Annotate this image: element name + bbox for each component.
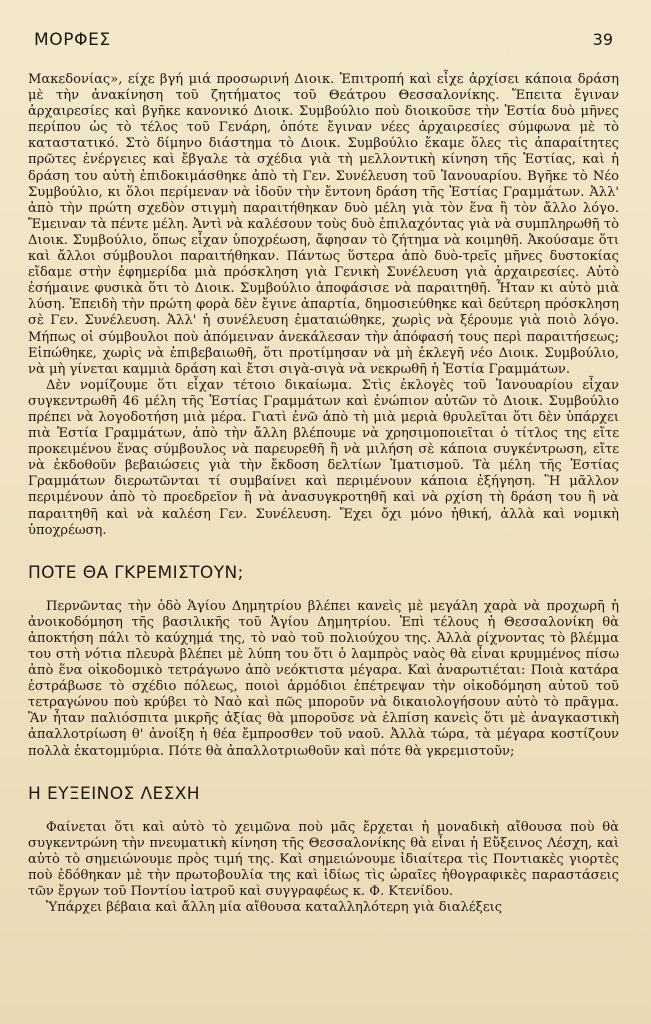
journal-title: ΜΟΡΦΕΣ	[34, 30, 111, 50]
leschi-paragraph-2: Ὑπάρχει βέβαια καὶ ἄλλη μία αἴθουσα καταλληλότερη γιὰ διαλέξεις	[46, 900, 503, 916]
intro-paragraph-2: Δὲν νομίζουμε ὅτι εἶχαν τέτοιο δικαίωμα. Στὶς ἐκλογὲς τοῦ Ἰανουαρίου εἶχαν συγκεντρωθῆ 46 μέλη τῆς Ἑστίας Γραμμάτων καὶ ἐνώπιον αὐτῶν τὸ Διοικ. Συμβούλιο πρέπει νὰ λογοδοτήση μιὰ μέρα. Γιατὶ ἐνῶ ἀπὸ τὴ μιὰ μεριὰ θρυλεῖται ὅτι δὲν ὑπάρχει πιὰ Ἑστία Γραμμάτων, ἀπὸ τὴν ἄλλη βλέπουμε νὰ χρησιμοποιεῖται ὁ τίτλος της εἴτε προκειμένου ἕνας σύμβουλος νὰ παρευρεθῆ ἢ νὰ μιλήση σὲ κάποια συγκέντρωση, εἴτε νὰ ἐκδοθοῦν βεβαιώσεις γιὰ τὴν ἔκδοση δελτίων Ἱματισμοῦ. Τὰ μέλη τῆς Ἑστίας Γραμμάτων διερωτῶνται τί συμβαίνει καὶ περιμένουν κάποια ἐξήγηση. Ἢ μᾶλλον περιμένουν ἀπὸ τὸ προεδρεῖον ἢ νὰ ἀνασυγκροτηθῆ καὶ νὰ ρχίση τὴ δράση του ἢ νὰ παραιτηθῆ καὶ νὰ καλέση Γεν. Συνέλευση. Ἔχει ὄχι μόνο ἠθική, ἀλλὰ καὶ νομικὴ ὑποχρέωση.	[28, 377, 619, 538]
section-intro	[28, 72, 619, 539]
page-header	[28, 30, 619, 50]
section-pote	[28, 599, 619, 760]
leschi-paragraph-1: Φαίνεται ὅτι καὶ αὐτὸ τὸ χειμῶνα ποὺ μᾶς ἔρχεται ἡ μοναδικὴ αἴθουσα ποὺ θὰ συγκεντρώνη τὴν πνευματικὴ κίνηση τῆς Θεσσαλονίκης θὰ εἶναι ἡ Εὔξεινος Λέσχη, καὶ αὐτὸ τὸ σημειώνουμε πρὸς τιμή της. Καὶ σημειώνουμε ἰδιαίτερα τὶς Ποντιακὲς γιορτὲς ποὺ ἐδόθηκαν μὲ τὴν πρωτοβουλία της καὶ ἰδίως τὶς ὡραῖες ἠθογραφικὲς παραστάσεις τῶν ἔργων τοῦ Ποντίου ἰατροῦ καὶ συγγραφέως κ. Φ. Κτενίδου.	[28, 819, 619, 900]
intro-paragraph-1: Μακεδονίας», είχε βγή μιά προσωρινή Διοικ. Ἐπιτροπή καὶ εἶχε ἀρχίσει κάποια δράση μὲ τὴν ἀνακίνηση τοῦ ζητήματος τοῦ Θεάτρου Θεσσαλονίκης. Ἔπειτα ἔγιναν ἀρχαιρεσίες καὶ βγῆκε κανονικό Διοικ. Συμβούλιο ποὺ διοικοῦσε τὴν Ἑστία δυὸ μῆνες περίπου ὡς τὸ τέλος τοῦ Γενάρη, ὁπότε ἔγιναν νέες ἀρχαιρεσίες σύμφωνα μὲ τὸ καταστατικό. Στὸ δίμηνο διάστημα τὸ Διοικ. Συμβούλιο ἔκαμε ὅλες τὶς ἀπαραίτητες πρῶτες ἐνέργειες καὶ ἔβγαλε τὰ σχέδια γιὰ τὴ μελλοντικὴ κίνηση τῆς Ἑστίας, καὶ ἡ δράση του αὐτὴ ἐπιδοκιμάσθηκε ἀπὸ τὴ Γεν. Συνέλευση τοῦ Ἰανουαρίου. Βγῆκε τὸ Νέο Συμβούλιο, κι ὅλοι περίμεναν νὰ ἰδοῦν τὴν ἔντονη δράση τῆς Ἑστίας Γραμμάτων. Ἀλλ' ἀπὸ τὴν πρώτη σχεδὸν στιγμὴ παραιτήθηκαν δυὸ μέλη γιὰ τὸν ἕνα ἢ τὸν ἄλλο λόγο. Ἔμειναν τὰ πέντε μέλη. Ἀντὶ νὰ καλέσουν τοὺς δυὸ ἐπιλαχόντας γιὰ νὰ συμπληρωθῆ τὸ Διοικ. Συμβούλιο, ὅπως εἶχαν ὑποχρέωση, ἄφησαν τὸ ζήτημα νὰ κοιμηθῆ. Ἀκούσαμε ὅτι καὶ ἄλλοι σύμβουλοι παραιτήθηκαν. Πάντως ὕστερα ἀπὸ δυὸ-τρεῖς μῆνες δυστοκίας εἴδαμε στὴν ἐφημερίδα μιὰ πρόσκληση γιὰ Γενικὴ Συνέλευση γιὰ ἀρχαιρεσίες. Αὐτὸ ἐσήμαινε φυσικὰ ὅτι τὸ Διοικ. Συμβούλιο ἀποφάσισε νὰ παραιτηθῆ. Ἦταν κι αὐτὸ μιὰ λύση. Ἐπειδὴ τὴν πρώτη φορὰ δὲν ἔγινε ἀπαρτία, δημοσιεύθηκε καὶ δεύτερη πρόσκληση σὲ Γεν. Συνέλευση. Ἀλλ' ἡ συνέλευση ἐματαιώθηκε, χωρὶς νὰ ξέρουμε γιὰ ποιὸ λόγο. Μήπως οἱ σύμβουλοι ποὺ ἀπόμειναν ἀνεκάλεσαν τὴν ἀπόφασή τους περὶ παραιτήσεως; Εἰπώθηκε, χωρὶς νὰ ἐπιβεβαιωθῆ, ὅτι προτίμησαν νὰ μὴ ἐκλεγῆ νέο Διοικ. Συμβούλιο, νὰ μὴ γίνεται καμμιὰ δράση καὶ ἔτσι σιγὰ-σιγὰ νὰ νεκρωθῆ ἡ Ἑστία Γραμμάτων.	[28, 72, 619, 377]
pote-paragraph-1: Περνῶντας τὴν ὁδὸ Ἁγίου Δημητρίου βλέπει κανεὶς μὲ μεγάλη χαρὰ νὰ προχωρῆ ἡ ἀνοικοδόμηση τῆς βασιλικῆς τοῦ Ἁγίου Δημητρίου. Ἐπὶ τέλους ἡ Θεσσαλονίκη θὰ ἀποκτήση πάλι τὸ καύχημά της, τὸ ναὸ τοῦ πολιούχου της. Ἀλλὰ ρίχνοντας τὸ βλέμμα του στὴ νότια πλευρὰ βλέπει μὲ λύπη του ὅτι ὁ λαμπρὸς ναὸς θὰ εἶναι κρυμμένος πίσω ἀπὸ ἕνα οἰκοδομικὸ τετράγωνο ἀπὸ νεόκτιστα μέγαρα. Καὶ ἀναρωτιέται: Ποιὰ κατάρα ἐστράβωσε τὸ σχέδιο πόλεως, ποιοὶ ἁρμόδιοι ἐπέτρεψαν τὴν οἰκοδόμηση αὐτοῦ τοῦ τετραγώνου ποὺ κρύβει τὸ Ναὸ καὶ πῶς μποροῦν νὰ δικαιολογήσουν αὐτὸ τὸ πρᾶγμα. Ἂν ἦταν παλιόσπιτα μικρῆς ἀξίας θὰ μποροῦσε νὰ ἐλπίση κανεὶς ὅτι μὲ ἀναγκαστικὴ ἀπαλλοτρίωση θ' ἀνοίξη ἡ θέα ἔμπροσθεν τοῦ ναοῦ. Ἀλλὰ τώρα, τὰ μέγαρα κοστίζουν πολλὰ ἑκατομμύρια. Πότε θὰ ἀπαλλοτριωθοῦν καὶ πότε θὰ γκρεμιστοῦν;	[28, 598, 619, 759]
section-heading-leschi: Η ΕΥΞΕΙΝΟΣ ΛΕΣΧΗ	[28, 783, 200, 804]
section-heading-pote: ΠΟΤΕ ΘΑ ΓΚΡΕΜΙΣΤΟΥΝ;	[28, 562, 244, 583]
page-number: 39	[592, 30, 613, 49]
section-leschi	[28, 820, 619, 917]
